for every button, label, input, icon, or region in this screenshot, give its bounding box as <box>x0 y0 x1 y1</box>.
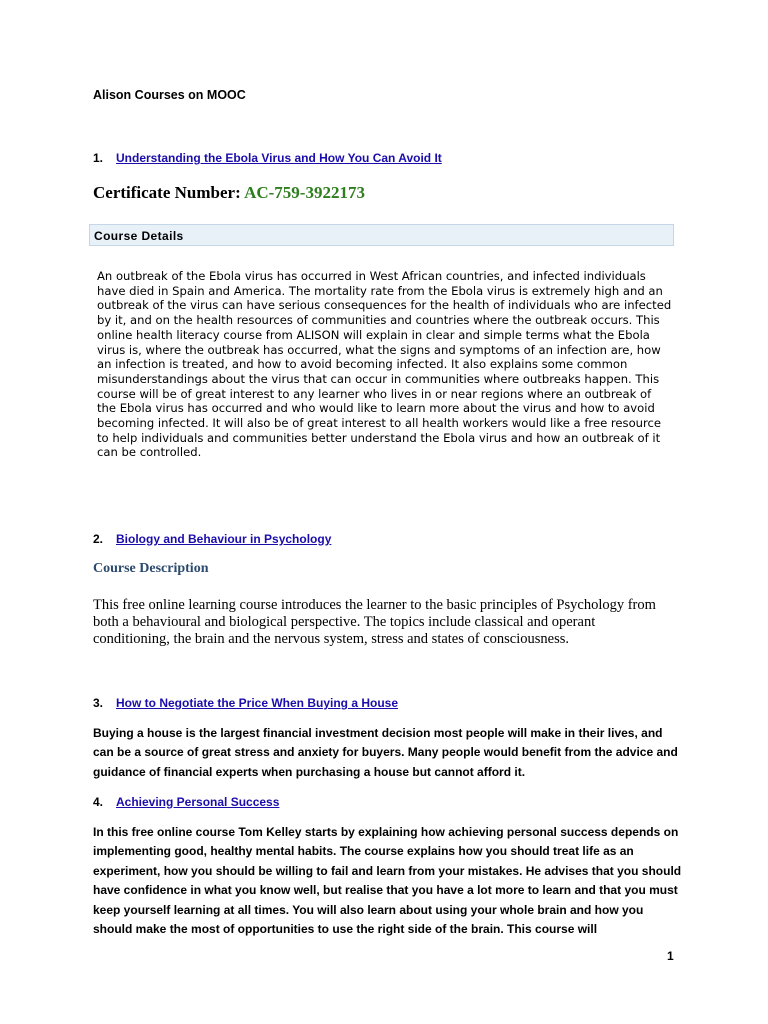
course-number: 4. <box>93 795 104 809</box>
document-title: Alison Courses on MOOC <box>93 88 246 102</box>
course-description-psychology: This free online learning course introduces the learner to the basic principles of Psychology from both a behavioural and biological perspective. The topics include classical and operant conditioning, the brain and the nervous system, stress and states of consciousness. <box>93 597 656 647</box>
course-description-success: In this free online course Tom Kelley starts by explaining how achieving personal success depends on implementing good, healthy mental habits. The course explains how you should treat life as an experiment, how you should be willing to fail and learn from your mistakes. He advises that you should have confidence in what you know well, but realise that you have a lot more to learn and that you must keep yourself learning at all times. You will also learn about using your whole brain and how you should make the most of opportunities to use the right side of the brain. This course will <box>93 825 682 937</box>
certificate-label: Certificate Number: <box>93 183 241 202</box>
course-item-3 <box>93 696 398 710</box>
course-item-1 <box>93 151 442 165</box>
course-item-2 <box>93 532 331 546</box>
certificate-number <box>93 183 365 203</box>
course-link-ebola[interactable]: Understanding the Ebola Virus and How You Can Avoid It <box>116 151 442 165</box>
course-description-house: Buying a house is the largest financial investment decision most people will make in their lives, and can be a source of great stress and anxiety for buyers. Many people would benefit from the advice and guidance of financial experts when purchasing a house but cannot afford it. <box>93 726 678 779</box>
course-link-house[interactable]: How to Negotiate the Price When Buying a House <box>116 696 399 710</box>
course-description-heading: Course Description <box>93 561 209 576</box>
course-link-success[interactable]: Achieving Personal Success <box>116 795 280 809</box>
page-number: 1 <box>667 949 674 963</box>
course-details-heading: Course Details <box>94 229 184 243</box>
course-link-psychology[interactable]: Biology and Behaviour in Psychology <box>116 532 332 546</box>
course-number: 2. <box>93 532 104 546</box>
course-number: 3. <box>93 696 104 710</box>
course-item-4 <box>93 795 279 809</box>
course-details-header <box>89 224 674 246</box>
course-description-ebola: An outbreak of the Ebola virus has occurred in West African countries, and infected individuals have died in Spain and America. The mortality rate from the Ebola virus is extremely high and an outbreak of the virus can have serious consequences for the health of individuals who are infected by it, and on the health resources of communities and countries where the outbreak occurs. This online health literacy course from ALISON will explain in clear and simple terms what the Ebola virus is, where the outbreak has occurred, what the signs and symptoms of an infection are, how an infection is treated, and how to avoid becoming infected. It also explains some common misunderstandings about the virus that can occur in communities where outbreaks happen. This course will be of great interest to any learner who lives in or near regions where an outbreak of the Ebola virus has occurred and who would like to learn more about the virus and how to avoid becoming infected. It will also be of great interest to all health workers would like a free resource to help individuals and communities better understand the Ebola virus and how an outbreak of it can be controlled. <box>97 269 672 460</box>
certificate-value: AC-759-3922173 <box>244 183 365 202</box>
course-number: 1. <box>93 151 104 165</box>
